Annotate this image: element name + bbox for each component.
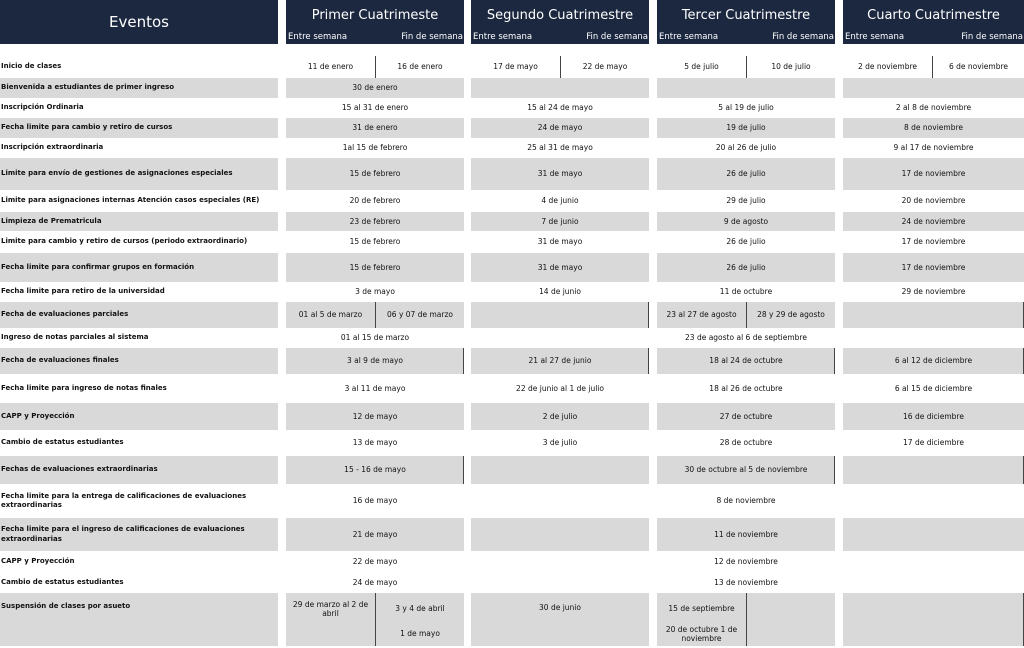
table-row [0, 430, 1024, 456]
table-row [0, 348, 1024, 374]
table-row [0, 593, 1024, 646]
event-label: Fecha limite para cambio y retiro de cursos [0, 118, 278, 138]
date-cell: 16 de diciembre [843, 403, 1024, 430]
weekday-subheader: Entre semana [288, 32, 348, 42]
cell-divider [463, 348, 464, 374]
date-cell: 8 de noviembre [843, 118, 1024, 138]
cell-divider [463, 456, 464, 484]
date-cell: 10 de julio [771, 62, 811, 72]
event-label: Limite para cambio y retiro de cursos (periodo extraordinario) [1, 237, 248, 246]
date-cell: 11 de octubre [719, 287, 773, 297]
date-cell: 28 de octubre [719, 438, 773, 448]
table-row [0, 190, 1024, 212]
term-2-header [471, 0, 649, 44]
date-cell: 13 de mayo [352, 438, 398, 448]
date-cell [657, 593, 746, 646]
date-cell [471, 593, 649, 646]
date-cell: 15 de febrero [349, 237, 401, 247]
event-label: Inscripción extraordinaria [1, 143, 104, 152]
event-label [0, 593, 278, 646]
date-cell: 31 de mayo [471, 253, 649, 282]
event-label: Cambio de estatus estudiantes [1, 578, 124, 587]
date-cell [657, 78, 835, 98]
date-cell: 7 de junio [471, 212, 649, 231]
date-cell: 13 de noviembre [714, 578, 778, 588]
date-text: 29 de marzo al 2 de abril [292, 599, 369, 618]
date-cell: 21 al 27 de junio [471, 348, 649, 374]
table-row [0, 78, 1024, 98]
date-cell: 3 al 11 de mayo [344, 383, 406, 393]
date-cell: 30 de octubre al 5 de noviembre [657, 456, 835, 484]
date-cell: 23 de febrero [286, 212, 464, 231]
event-label: CAPP y Proyección [0, 403, 278, 430]
table-row [0, 456, 1024, 484]
date-cell: 24 de mayo [352, 578, 398, 588]
date-cell: 15 - 16 de mayo [286, 456, 464, 484]
date-cell: 19 de julio [657, 118, 835, 138]
date-cell: 06 y 07 de marzo [376, 302, 464, 328]
date-cell: 30 de enero [286, 78, 464, 98]
date-cell: 3 al 9 de mayo [286, 348, 464, 374]
date-cell: 20 de noviembre [901, 196, 966, 206]
date-cell: 29 de noviembre [901, 287, 966, 297]
date-cell: 3 de julio [542, 438, 578, 448]
date-cell: 15 al 31 de enero [341, 103, 409, 113]
empty-cell [843, 302, 1024, 328]
date-cell: 6 al 12 de diciembre [843, 348, 1024, 374]
date-text: 15 de septiembre [668, 604, 735, 614]
cell-divider [648, 302, 649, 328]
date-cell: 21 de mayo [286, 518, 464, 551]
date-cell [286, 593, 375, 646]
date-cell: 17 de diciembre [903, 438, 964, 448]
date-cell: 28 y 29 de agosto [747, 302, 835, 328]
table-row [0, 212, 1024, 231]
date-text: 20 de octubre 1 de noviembre [665, 624, 738, 643]
date-cell: 11 de noviembre [657, 518, 835, 551]
date-cell: 24 de noviembre [843, 212, 1024, 231]
date-cell: 11 de enero [307, 62, 354, 72]
table-row [0, 551, 1024, 573]
event-label-text: Suspensión de clases por asueto [1, 602, 131, 610]
date-cell: 01 al 15 de marzo [340, 333, 410, 343]
table-row [0, 98, 1024, 118]
date-cell: 01 al 5 de marzo [286, 302, 375, 328]
date-cell [843, 78, 1024, 98]
date-cell: 12 de noviembre [714, 557, 778, 567]
weekend-subheader: Fin de semana [772, 32, 834, 42]
date-cell: 23 de agosto al 6 de septiembre [685, 333, 807, 343]
event-label: Ingreso de notas parciales al sistema [1, 333, 149, 342]
event-label: Limite para envío de gestiones de asignaciones especiales [0, 158, 278, 190]
date-text: 30 de junio [539, 603, 581, 613]
term-title: Tercer Cuatrimestre [681, 8, 811, 23]
date-cell: 9 al 17 de noviembre [893, 143, 974, 153]
table-row [0, 573, 1024, 593]
events-column-header [0, 0, 278, 44]
date-cell: 17 de mayo [493, 62, 538, 72]
date-cell: 18 al 24 de octubre [657, 348, 835, 374]
event-label: Bienvenida a estudiantes de primer ingreso [0, 78, 278, 98]
event-label: CAPP y Proyección [1, 557, 75, 566]
date-text: 1 de mayo [400, 629, 440, 639]
table-row [0, 484, 1024, 518]
event-label: Inscripción Ordinaria [1, 103, 84, 112]
table-row [0, 374, 1024, 403]
date-cell: 29 de julio [726, 196, 766, 206]
table-row [0, 231, 1024, 253]
date-cell: 5 al 19 de julio [718, 103, 774, 113]
weekday-subheader: Entre semana [659, 32, 719, 42]
event-label: Fecha limite para ingreso de notas finales [1, 383, 167, 392]
cell-divider [834, 348, 835, 374]
date-cell: 25 al 31 de mayo [527, 143, 593, 153]
event-label: Fecha limite para el ingreso de calificaciones de evaluaciones extraordinarias [0, 518, 278, 551]
weekend-subheader: Fin de semana [961, 32, 1023, 42]
date-text: 3 y 4 de abril [395, 604, 445, 614]
event-label: Fechas de evaluaciones extraordinarias [0, 456, 278, 484]
event-label: Cambio de estatus estudiantes [1, 438, 124, 447]
date-cell: 17 de noviembre [843, 158, 1024, 190]
term-1-header [286, 0, 464, 44]
event-label: Limpieza de Prematricula [0, 212, 278, 231]
term-4-header [843, 0, 1024, 44]
event-label: Limite para asignaciones internas Atención casos especiales (RE) [1, 196, 260, 205]
date-cell: 31 de mayo [537, 237, 583, 247]
date-cell: 15 al 24 de mayo [527, 103, 593, 113]
date-cell: 17 de noviembre [901, 237, 966, 247]
date-cell: 20 al 26 de julio [715, 143, 777, 153]
empty-cell [471, 518, 649, 551]
table-row [0, 253, 1024, 282]
term-title: Primer Cuatrimeste [311, 8, 439, 23]
events-title: Eventos [109, 13, 169, 31]
table-row [0, 56, 1024, 78]
event-label: Fecha de evaluaciones finales [0, 348, 278, 374]
date-cell: 26 de julio [657, 158, 835, 190]
cell-divider [648, 348, 649, 374]
empty-cell [471, 302, 649, 328]
table-row [0, 158, 1024, 190]
date-cell: 3 de mayo [355, 287, 395, 297]
date-cell: 24 de mayo [471, 118, 649, 138]
date-cell: 22 de mayo [582, 62, 628, 72]
date-cell: 4 de junio [541, 196, 579, 206]
event-label: Fecha de evaluaciones parciales [0, 302, 278, 328]
table-row [0, 403, 1024, 430]
date-cell [471, 456, 649, 484]
event-label: Fecha limite para la entrega de calificaciones de evaluaciones extraordinarias [1, 491, 247, 509]
date-cell: 18 al 26 de octubre [709, 383, 783, 393]
table-row [0, 118, 1024, 138]
date-cell: 15 de febrero [286, 158, 464, 190]
weekday-subheader: Entre semana [473, 32, 533, 42]
date-cell: 9 de agosto [657, 212, 835, 231]
weekend-subheader: Fin de semana [586, 32, 648, 42]
date-cell: 26 de julio [657, 253, 835, 282]
date-cell: 2 al 8 de noviembre [895, 103, 972, 113]
empty-cell [747, 593, 835, 646]
date-cell: 26 de julio [726, 237, 766, 247]
date-cell [376, 593, 464, 646]
date-cell: 14 de junio [539, 287, 581, 297]
date-cell [843, 456, 1024, 484]
table-row [0, 302, 1024, 328]
date-cell: 17 de noviembre [843, 253, 1024, 282]
table-row [0, 138, 1024, 158]
date-cell: 2 de julio [471, 403, 649, 430]
date-cell: 16 de mayo [352, 496, 398, 506]
date-cell: 31 de enero [286, 118, 464, 138]
date-cell: 20 de febrero [349, 196, 401, 206]
date-cell: 5 de julio [684, 62, 719, 72]
empty-cell [843, 593, 1024, 646]
event-label: Inicio de clases [1, 62, 62, 71]
weekday-subheader: Entre semana [845, 32, 905, 42]
date-cell: 8 de noviembre [716, 496, 776, 506]
date-cell: 22 de mayo [352, 557, 398, 567]
empty-cell [843, 518, 1024, 551]
event-label: Fecha limite para confirmar grupos en formación [0, 253, 278, 282]
table-row [0, 518, 1024, 551]
term-title: Segundo Cuatrimestre [486, 8, 634, 23]
date-cell: 6 de noviembre [949, 62, 1008, 72]
term-3-header [657, 0, 835, 44]
table-row [0, 328, 1024, 348]
date-cell: 27 de octubre [657, 403, 835, 430]
table-row [0, 282, 1024, 302]
date-cell [471, 78, 649, 98]
date-cell: 16 de enero [397, 62, 443, 72]
date-cell: 12 de mayo [286, 403, 464, 430]
date-cell: 22 de junio al 1 de julio [516, 383, 604, 393]
date-cell: 15 de febrero [286, 253, 464, 282]
weekend-subheader: Fin de semana [401, 32, 463, 42]
event-label: Fecha limite para retiro de la universidad [1, 287, 165, 296]
date-cell: 2 de noviembre [858, 62, 917, 72]
date-cell: 23 al 27 de agosto [657, 302, 746, 328]
cell-divider [834, 456, 835, 484]
date-cell: 31 de mayo [471, 158, 649, 190]
date-cell: 6 al 15 de diciembre [894, 383, 973, 393]
date-cell: 1al 15 de febrero [342, 143, 408, 153]
term-title: Cuarto Cuatrimestre [867, 8, 1000, 23]
